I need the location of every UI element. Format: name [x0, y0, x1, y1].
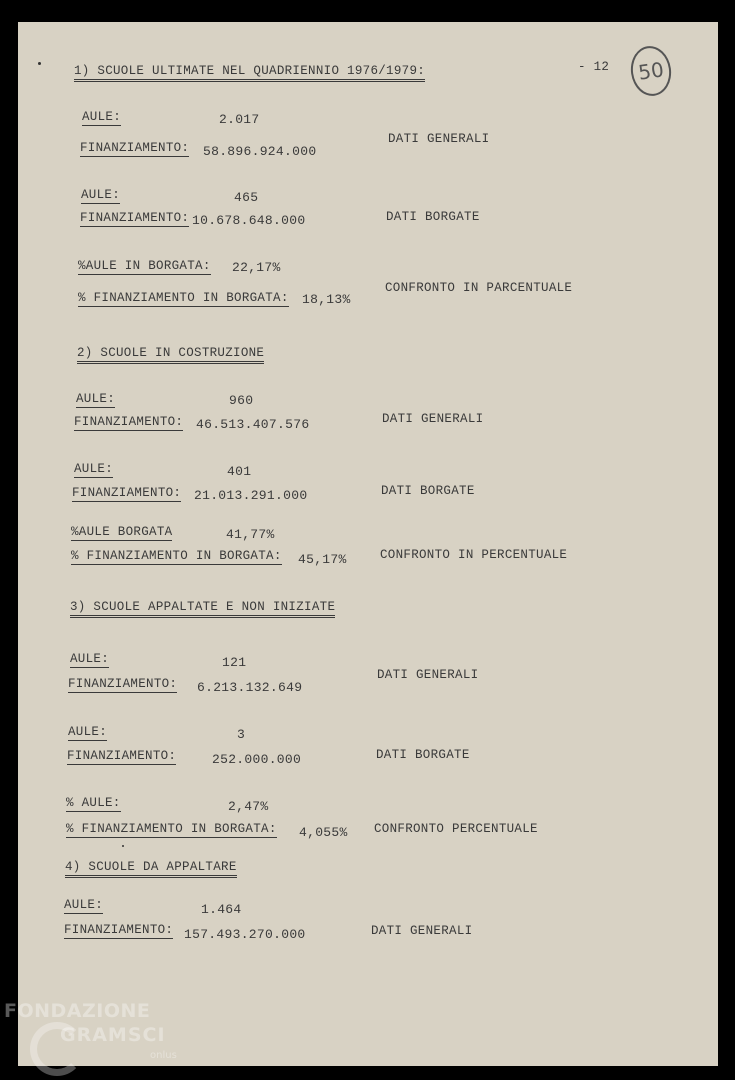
s1-borgate-note: DATI BORGATE — [386, 210, 480, 224]
s2-borgate-aule-label: AULE: — [74, 462, 114, 476]
s1-aule-value: 2.017 — [219, 112, 260, 127]
s2-pct-aule-value: 41,77% — [226, 527, 275, 542]
s4-aule-value: 1.464 — [201, 902, 242, 917]
s2-borgate-fin-label: FINANZIAMENTO: — [72, 486, 182, 500]
s1-fin-value: 58.896.924.000 — [203, 144, 317, 159]
document-page — [18, 22, 718, 1066]
watermark-line-1: FONDAZIONE — [4, 1000, 151, 1022]
s3-borgate-aule-label: AULE: — [68, 725, 108, 739]
s3-borgate-fin-value: 252.000.000 — [212, 752, 302, 767]
s1-borgate-aule-value: 465 — [234, 190, 259, 205]
s1-pct-aule-value: 22,17% — [232, 260, 281, 275]
s2-pct-fin-label: % FINANZIAMENTO IN BORGATA: — [71, 549, 282, 563]
page-number: - 12 — [578, 60, 610, 74]
s2-borgate-note: DATI BORGATE — [381, 484, 475, 498]
s2-fin-label: FINANZIAMENTO: — [74, 415, 184, 429]
s3-pct-aule-value: 2,47% — [228, 799, 269, 814]
s2-pct-fin-value: 45,17% — [298, 552, 347, 567]
s3-compare-note: CONFRONTO PERCENTUALE — [374, 822, 538, 836]
s1-borgate-aule-label: AULE: — [81, 188, 121, 202]
s4-general-note: DATI GENERALI — [371, 924, 473, 938]
s3-borgate-note: DATI BORGATE — [376, 748, 470, 762]
s2-borgate-aule-value: 401 — [227, 464, 252, 479]
s4-aule-label: AULE: — [64, 898, 104, 912]
s4-fin-label: FINANZIAMENTO: — [64, 923, 174, 937]
ink-dot — [38, 62, 41, 65]
ink-dot — [122, 845, 124, 847]
s4-fin-value: 157.493.270.000 — [184, 927, 306, 942]
s1-borgate-fin-label: FINANZIAMENTO: — [80, 211, 190, 225]
s3-pct-fin-label: % FINANZIAMENTO IN BORGATA: — [66, 822, 277, 836]
s2-general-note: DATI GENERALI — [382, 412, 484, 426]
section-3-title: 3) SCUOLE APPALTATE E NON INIZIATE — [70, 600, 335, 618]
s3-pct-fin-value: 4,055% — [299, 825, 348, 840]
s2-aule-value: 960 — [229, 393, 254, 408]
watermark-line-2: GRAMSCI — [60, 1024, 166, 1046]
s3-aule-value: 121 — [222, 655, 247, 670]
fondazione-gramsci-watermark — [4, 1000, 194, 1078]
s1-pct-fin-value: 18,13% — [302, 292, 351, 307]
s1-aule-label: AULE: — [82, 110, 122, 124]
s1-general-note: DATI GENERALI — [388, 132, 490, 146]
s3-borgate-aule-value: 3 — [237, 727, 246, 742]
s3-fin-value: 6.213.132.649 — [197, 680, 303, 695]
s3-general-note: DATI GENERALI — [377, 668, 479, 682]
s3-aule-label: AULE: — [70, 652, 110, 666]
s1-pct-aule-label: %AULE IN BORGATA: — [78, 259, 211, 273]
s1-pct-fin-label: % FINANZIAMENTO IN BORGATA: — [78, 291, 289, 305]
section-2-title: 2) SCUOLE IN COSTRUZIONE — [77, 346, 264, 364]
s2-borgate-fin-value: 21.013.291.000 — [194, 488, 308, 503]
section-4-title: 4) SCUOLE DA APPALTARE — [65, 860, 237, 878]
s1-fin-label: FINANZIAMENTO: — [80, 141, 190, 155]
s1-borgate-fin-value: 10.678.648.000 — [192, 213, 306, 228]
s2-fin-value: 46.513.407.576 — [196, 417, 310, 432]
s3-pct-aule-label: % AULE: — [66, 796, 121, 810]
watermark-line-3: onlus — [150, 1050, 177, 1061]
section-1-title: 1) SCUOLE ULTIMATE NEL QUADRIENNIO 1976/1979: — [74, 64, 425, 82]
archive-stamp-number: 50 — [628, 43, 675, 98]
s1-compare-note: CONFRONTO IN PARCENTUALE — [385, 281, 573, 295]
s2-compare-note: CONFRONTO IN PERCENTUALE — [380, 548, 568, 562]
s2-pct-aule-label: %AULE BORGATA — [71, 525, 173, 539]
s3-borgate-fin-label: FINANZIAMENTO: — [67, 749, 177, 763]
s3-fin-label: FINANZIAMENTO: — [68, 677, 178, 691]
s2-aule-label: AULE: — [76, 392, 116, 406]
